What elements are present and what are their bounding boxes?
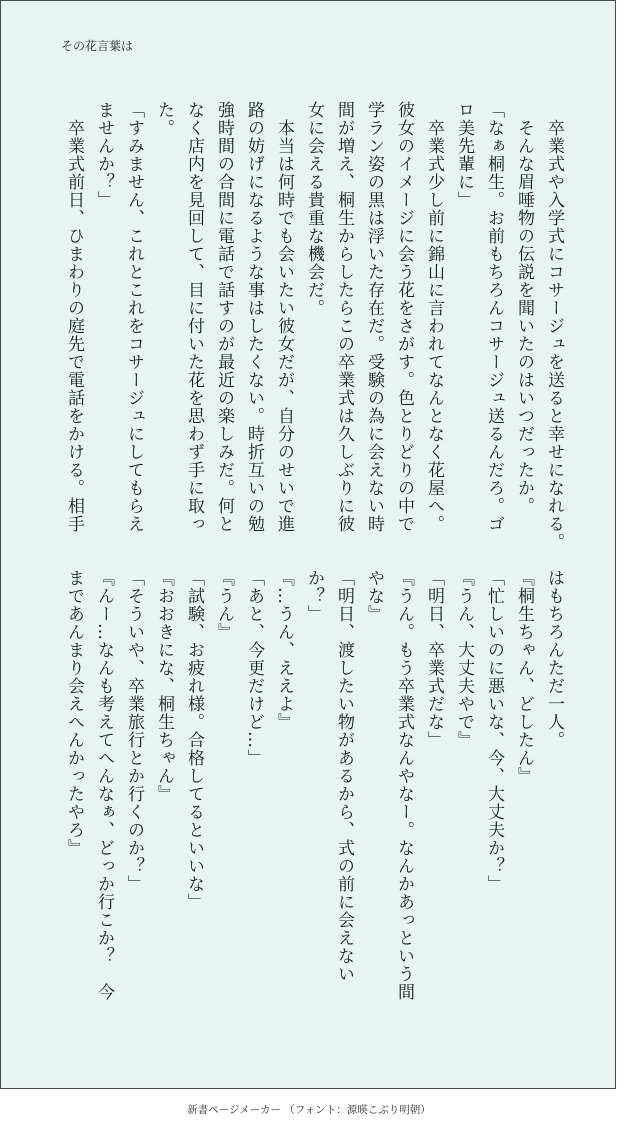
text-line: やな』 — [364, 569, 384, 623]
text-line: まであんまり会えへんかったやろ』 — [64, 569, 84, 857]
page-title: その花言葉は — [61, 39, 134, 53]
text-line: ロ美先輩に」 — [454, 101, 474, 209]
text-line: そんな眉唾物の伝説を聞いたのはいつだったか。 — [514, 101, 534, 515]
text-line: 「そういや、卒業旅行とか行くのか？」 — [124, 569, 144, 893]
text-line: 路の妨げになるような事はしたくない。時折互いの勉 — [244, 101, 264, 533]
generator-credit: 新書ページメーカー （フォント：源暎こぶり明朝） — [187, 1104, 431, 1116]
text-line: 「明日、卒業式だな」 — [424, 569, 444, 749]
text-line: 『んー…なんも考えてへんなぁ、どっか行こか？ 今 — [94, 569, 114, 1001]
upper-text-block — [59, 101, 569, 551]
text-line: 『うん』 — [214, 569, 234, 641]
text-line: 卒業式や入学式にコサージュを送ると幸せになれる。 — [544, 101, 564, 551]
text-line: 卒業式少し前に錦山に言われてなんとなく花屋へ。 — [424, 101, 444, 533]
text-line: 彼女のイメージに会う花をさがす。色とりどりの中で — [394, 101, 414, 533]
text-line: なく店内を見回して、目に付いた花を思わず手に取っ — [184, 101, 204, 533]
text-line: た。 — [154, 101, 174, 137]
text-line: 本当は何時でも会いたい彼女だが、自分のせいで進 — [274, 101, 294, 533]
text-line: 『…うん、ええよ』 — [274, 569, 294, 731]
text-line: 『うん、大丈夫やで』 — [454, 569, 474, 749]
lower-text-block — [59, 569, 569, 1005]
text-line: か？」 — [304, 569, 324, 623]
text-line: 「忙しいのに悪いな、今、大丈夫か？」 — [484, 569, 504, 893]
text-line: 強時間の合間に電話で話すのが最近の楽しみだ。何と — [214, 101, 234, 533]
text-line: 学ラン姿の黒は浮いた存在だ。受験の為に会えない時 — [364, 101, 384, 533]
text-line: 「明日、渡したい物があるから、式の前に会えない — [334, 569, 354, 983]
text-line: 卒業式前日、ひまわりの庭先で電話をかける。相手 — [64, 101, 84, 533]
text-line: 「なぁ桐生。お前もちろんコサージュ送るんだろ。ゴ — [484, 101, 504, 533]
text-line: 「すみません、これとこれをコサージュにしてもらえ — [124, 101, 144, 533]
text-line: 『桐生ちゃん、どしたん』 — [514, 569, 534, 785]
text-line: 女に会える貴重な機会だ。 — [304, 101, 324, 317]
text-line: 「あと、今更だけど…」 — [244, 569, 264, 767]
text-line: はもちろんただ一人。 — [544, 569, 564, 749]
text-line: ませんか？」 — [94, 101, 114, 209]
text-line: 「試験、お疲れ様。合格してるといいな」 — [184, 569, 204, 911]
text-line: 間が増え、桐生からしたらこの卒業式は久しぶりに彼 — [334, 101, 354, 533]
text-line: 『おおきにな、桐生ちゃん』 — [154, 569, 174, 803]
text-line: 『うん。もう卒業式なんやなー。なんかあっという間 — [394, 569, 414, 1001]
